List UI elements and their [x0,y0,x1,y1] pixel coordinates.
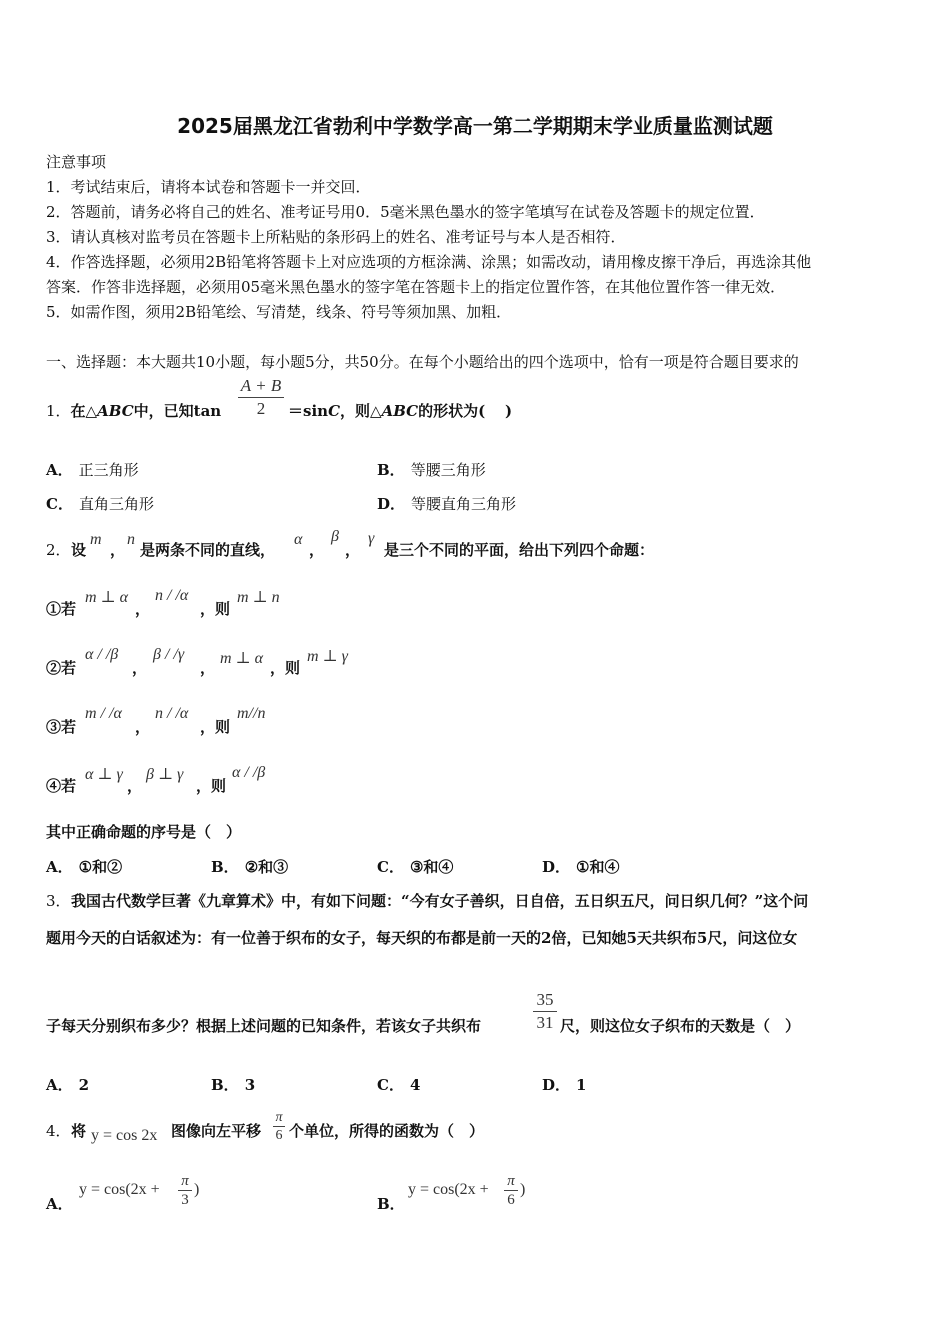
q1-close-paren: ) [505,402,513,420]
q2-comma-2: ， [309,541,325,559]
notice-item-5: 5．如需作图，须用2B铅笔绘、写清楚，线条、符号等须加黑、加粗． [46,303,512,321]
q2-option-a[interactable] [46,857,122,877]
q3-option-c[interactable] [377,1075,420,1095]
q3-option-b[interactable] [211,1075,255,1095]
q2-prop3-result: m//n [237,705,266,722]
q4-mid: 图像向左平移 [171,1122,262,1140]
q1-option-c[interactable] [46,494,154,514]
notice-heading: 注意事项 [46,153,107,171]
q2-option-a-text: ①和② [78,858,123,876]
q4-fraction [271,1109,287,1145]
q2-option-a-key: A． [46,858,73,876]
notice-item-2: 2．答题前，请务必将自己的姓名、准考证号用0．5毫米黑色墨水的签字笔填写在试卷及答题卡的规定位置． [46,203,765,221]
q2-prop2-cond3: m ⊥ α [220,650,263,667]
q3-option-a[interactable] [46,1075,89,1095]
q1-fraction-numerator: A + B [240,376,282,395]
q3-line2: 题用今天的白话叙述为：有一位善于织布的女子，每天织的布都是前一天的2倍，已知她5天共织布5尺，问这位女 [46,929,798,947]
q1-post2: 的形状为( [418,402,486,420]
q1-pre: 在△ [70,402,98,420]
q1-option-b[interactable] [377,460,486,480]
q3-line1: 我国古代数学巨著《九章算术》中，有如下问题：“今有女子善织，日自倍，五日织五尺，问日织几何？”这个问 [71,892,809,910]
q4-function: y = cos 2x [91,1127,158,1144]
q2-prop3-cond2: n / /α [155,705,189,722]
q1-abc: ABC [97,402,134,420]
q4-option-a-denominator: 3 [181,1192,189,1208]
q2-option-b-key: B． [211,858,239,876]
q2-prop3-then: ，则 [200,718,231,736]
q3-fraction [531,989,559,1034]
q4-number: 4． [46,1122,71,1140]
q4-option-a-close: ) [194,1181,200,1198]
q4-pre: 将 [71,1122,87,1140]
q1-option-b-key: B． [377,461,405,479]
q2-option-d-text: ①和④ [576,858,620,876]
q4-fraction-denominator: 6 [275,1128,283,1143]
q2-prop3-cond1: m / /α [85,705,122,722]
q4-option-b-close: ) [520,1181,526,1198]
q2-prop1-cond2: n / /α [155,587,189,604]
q4-option-b-denominator: 6 [507,1192,515,1208]
q3-fraction-numerator: 35 [536,990,554,1009]
q2-beta: β [331,528,339,545]
q1-text-tail [288,401,485,421]
q1-option-a[interactable] [46,460,139,480]
q2-prop4-comma: ， [127,777,143,795]
q1-option-d[interactable] [377,494,516,514]
q1-abc-2: ABC [381,402,419,420]
page-title: 2025届黑龙江省勃利中学数学高一第二学期期末学业质量监测试题 [177,114,773,138]
q2-option-b[interactable] [211,857,288,877]
q2-prop1-then: ，则 [200,600,231,618]
q3-option-d[interactable] [542,1075,586,1095]
q2-prop4-then: ，则 [196,777,227,795]
q3-option-d-text: 1 [576,1076,587,1094]
q2-var-m: m [90,531,102,548]
q1-c: C [328,402,341,420]
q2-comma-3: ， [345,541,361,559]
q3-option-c-text: 4 [409,1076,421,1094]
q1-option-d-text: 等腰直角三角形 [411,495,517,513]
q2-option-b-text: ②和③ [244,858,289,876]
q1-option-a-text: 正三角形 [78,461,139,479]
q2-prop2-cond2: β / /γ [153,646,185,663]
q2-ask: 其中正确命题的序号是（ ） [46,823,242,841]
q2-prop2-comma-2: ， [200,659,216,677]
q1-option-b-text: 等腰三角形 [410,461,486,479]
q1-option-a-key: A． [46,461,73,479]
q2-prop2-result: m ⊥ γ [307,648,348,665]
q2-prop4-label: ④若 [46,777,77,795]
q4-option-b[interactable]: B． [377,1195,405,1213]
q2-option-d-key: D． [542,858,571,876]
q1-option-d-key: D． [377,495,406,513]
q2-number: 2． [46,541,71,559]
q4-post: 个单位，所得的函数为（ ） [289,1122,485,1140]
q3-option-a-key: A． [46,1076,73,1094]
notice-item-1: 1．考试结束后，请将本试卷和答题卡一并交回． [46,178,371,196]
q1-option-c-text: 直角三角形 [78,495,154,513]
q1-text [46,401,221,421]
q4-option-a-expr: y = cos(2x + [79,1181,160,1198]
q4-option-b-numerator: π [507,1173,515,1189]
q4-option-a-fraction [176,1172,194,1210]
q3-number: 3． [46,892,71,910]
q2-gamma: γ [368,530,375,547]
q3-option-b-text: 3 [244,1076,256,1094]
q2-prop4-cond2: β ⊥ γ [146,766,184,783]
q2-prop1-cond1: m ⊥ α [85,589,128,606]
q4-fraction-numerator: π [275,1110,283,1125]
q2-planes: 是三个不同的平面，给出下列四个命题： [384,541,655,559]
q3-line3-pre: 子每天分别织布多少？根据上述问题的已知条件，若该女子共织布 [46,1017,482,1035]
q2-prop2-comma-1: ， [132,659,148,677]
q4-option-b-expr: y = cos(2x + [408,1181,489,1198]
q2-prop4-cond1: α ⊥ γ [85,766,123,783]
q1-fraction [236,376,286,420]
q3-option-c-key: C． [377,1076,404,1094]
q2-set: 设 [71,541,87,559]
q2-alpha: α [294,531,303,548]
q2-prop2-label: ②若 [46,659,77,677]
q4-option-b-fraction [502,1172,520,1210]
q3-option-d-key: D． [542,1076,571,1094]
q3-fraction-denominator: 31 [536,1013,554,1032]
q4-option-a[interactable]: A． [46,1195,73,1213]
q2-prop3-comma: ， [135,718,151,736]
q2-prop1-result: m ⊥ n [237,589,280,606]
q2-option-c-text: ③和④ [409,858,454,876]
q4-option-a-numerator: π [181,1173,189,1189]
q2-prop2-cond1: α / /β [85,646,119,663]
q2-prop1-comma: ， [135,600,151,618]
q1-number: 1． [46,402,71,420]
q2-prop4-result: α / /β [232,764,266,781]
q1-post1: ，则△ [340,402,382,420]
q3-line3-post: 尺，则这位女子织布的天数是（ ） [560,1017,801,1035]
notice-item-3: 3．请认真核对监考员在答题卡上所粘贴的条形码上的姓名、准考证号与本人是否相符． [46,228,626,246]
q1-fraction-denominator: 2 [256,399,266,418]
q2-comma-1: ， [110,541,126,559]
q2-option-c-key: C． [377,858,404,876]
q1-option-c-key: C． [46,495,73,513]
q2-lines: 是两条不同的直线， [140,541,276,559]
q2-prop1-label: ①若 [46,600,77,618]
q2-var-n: n [127,531,135,548]
q3-option-a-text: 2 [78,1076,90,1094]
q1-eq: ＝sin [288,402,329,420]
q2-option-c[interactable] [377,857,453,877]
q2-option-d[interactable] [542,857,619,877]
notice-item-4-cont: 答案．作答非选择题，必须用05毫米黑色墨水的签字笔在答题卡上的指定位置作答，在其他位置作答一律无效． [46,278,786,296]
notice-item-4: 4．作答选择题，必须用2B铅笔将答题卡上对应选项的方框涂满、涂黑；如需改动，请用橡皮擦干净后，再选涂其他 [46,253,812,271]
q2-prop2-then: ，则 [270,659,301,677]
q3-option-b-key: B． [211,1076,239,1094]
q2-prop3-label: ③若 [46,718,77,736]
section-heading: 一、选择题：本大题共10小题，每小题5分，共50分。在每个小题给出的四个选项中，恰有一项是符合题目要求的 [46,353,799,371]
q1-mid: 中，已知tan [133,402,222,420]
